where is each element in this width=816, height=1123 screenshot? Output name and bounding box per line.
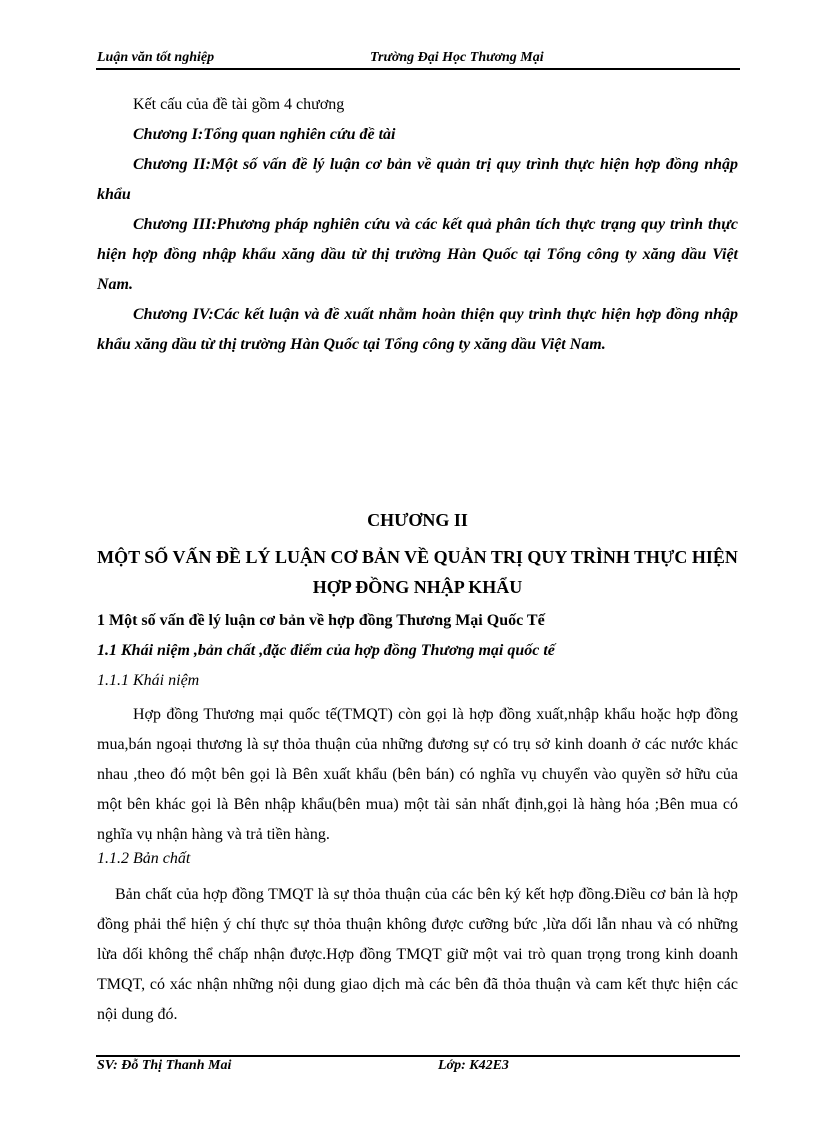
section-1-1-heading: 1.1 Khái niệm ,bản chất ,đặc điểm của hợp đồng Thương mại quốc tế [97, 642, 555, 659]
header-thesis-label: Luận văn tốt nghiệp [97, 50, 215, 65]
section-1-1-1-body [97, 700, 738, 850]
intro-block [97, 90, 738, 360]
structure-line: Kết cấu của đề tài gồm 4 chương [133, 96, 345, 113]
section-1-1-2-heading: 1.1.2 Bản chất [97, 850, 191, 867]
definition-paragraph: Hợp đồng Thương mại quốc tế(TMQT) còn gọi là hợp đồng xuất,nhập khẩu hoặc hợp đồng mua,bán ngoại thương là sự thỏa thuận của những đương sự có trụ sở kinh doanh ở các nước khác nhau ,theo đó một bên gọi là Bên xuất khẩu (bên bán) có nghĩa vụ chuyển vào quyền sở hữu của một bên khác gọi là Bên nhập khẩu(bên mua) một tài sản nhất định,gọi là hàng hóa ;Bên mua có nghĩa vụ nhận hàng và trả tiền hàng. [97, 706, 738, 843]
header-university: Trường Đại Học Thương Mại [370, 50, 544, 65]
chapter-2-summary: Chương II:Một số vấn đề lý luận cơ bản về quản trị quy trình thực hiện hợp đồng nhập khẩu [97, 156, 738, 203]
chapter-1-summary: Chương I:Tổng quan nghiên cứu đề tài [133, 126, 396, 143]
footer-divider [96, 1055, 740, 1057]
section-1-1-2-body [97, 880, 738, 1030]
chapter-4-summary: Chương IV:Các kết luận và đề xuất nhằm hoàn thiện quy trình thực hiện hợp đồng nhập khẩu xăng dầu từ thị trường Hàn Quốc tại Tổng công ty xăng dầu Việt Nam. [97, 306, 738, 353]
footer-class: Lớp: K42E3 [438, 1058, 509, 1073]
chapter-label: CHƯƠNG II [367, 510, 468, 530]
chapter-3-summary: Chương III:Phương pháp nghiên cứu và các kết quả phân tích thực trạng quy trình thực hiện hợp đồng nhập khẩu xăng dầu từ thị trường Hàn Quốc tại Tổng công ty xăng dầu Việt Nam. [97, 216, 738, 293]
footer-student: SV: Đỗ Thị Thanh Mai [97, 1058, 232, 1073]
chapter-title: MỘT SỐ VẤN ĐỀ LÝ LUẬN CƠ BẢN VỀ QUẢN TRỊ QUY TRÌNH THỰC HIỆN HỢP ĐỒNG NHẬP KHẨU [97, 547, 738, 597]
nature-paragraph: Bản chất của hợp đồng TMQT là sự thỏa thuận của các bên ký kết hợp đồng.Điều cơ bản là hợp đồng phải thể hiện ý chí thực sự thỏa thuận không được cưỡng bức ,lừa dối lẫn nhau và có những lừa dối không thể chấp nhận được.Hợp đồng TMQT giữ một vai trò quan trọng trong kinh doanh TMQT, có xác nhận những nội dung giao dịch mà các bên đã thỏa thuận và cam kết thực hiện các nội dung đó. [97, 886, 738, 1023]
header-divider [96, 68, 740, 70]
section-1-heading: 1 Một số vấn đề lý luận cơ bản về hợp đồng Thương Mại Quốc Tế [97, 612, 545, 629]
section-1-1-1-heading: 1.1.1 Khái niệm [97, 672, 200, 689]
